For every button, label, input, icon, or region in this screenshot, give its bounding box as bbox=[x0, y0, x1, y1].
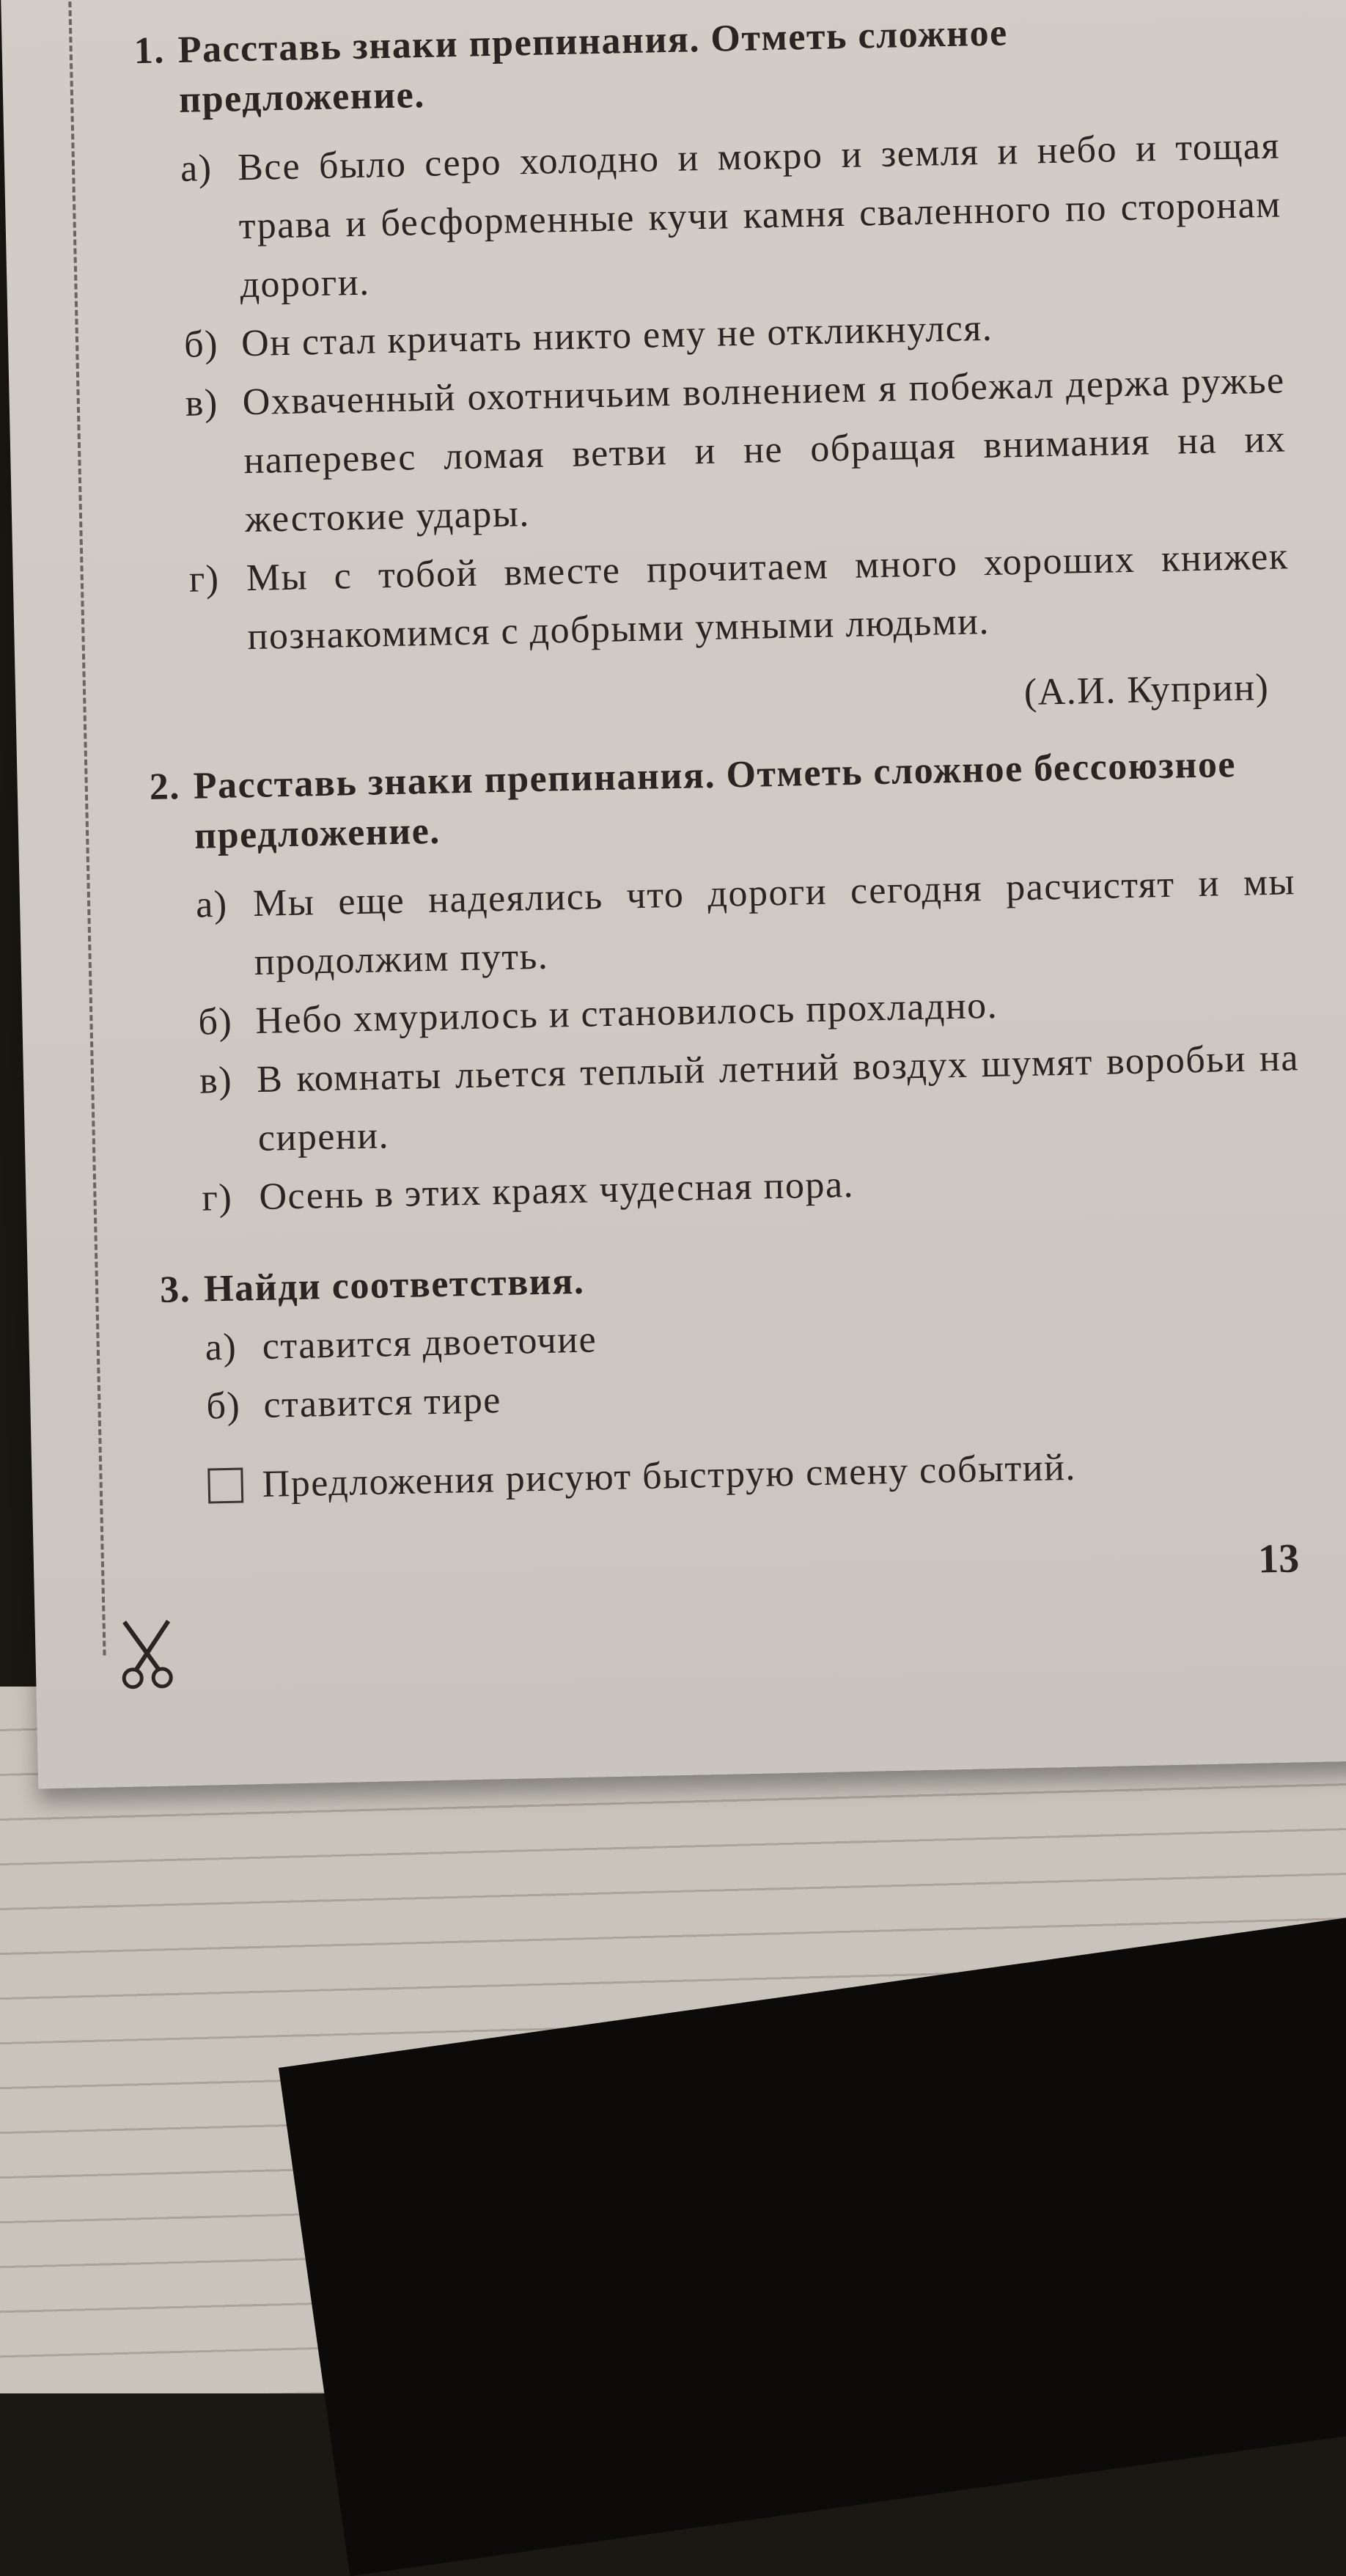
task-2 bbox=[149, 738, 1302, 1229]
item-letter: г) bbox=[188, 557, 221, 601]
matching-option bbox=[163, 1434, 1308, 1516]
cut-line bbox=[68, 0, 106, 1656]
item-letter: а) bbox=[180, 147, 213, 190]
item-text: Он стал кричать никто ему не откликнулся. bbox=[240, 307, 993, 365]
item-text: Охваченный охотничьим волнением я побежал держа ружье наперевес ломая ветви и не обращая внимания на их жестокие удары. bbox=[242, 359, 1287, 541]
item-letter: б) bbox=[183, 323, 219, 366]
task-1-heading bbox=[133, 3, 1279, 127]
item-text: Все было серо холодно и мокро и земля и небо и тощая трава и бесформенные кучи камня сваленного по сторонам дороги. bbox=[237, 125, 1282, 307]
task-1-items bbox=[136, 117, 1290, 669]
item-letter: а) bbox=[195, 883, 229, 926]
task-1-item-a bbox=[180, 117, 1283, 316]
item-text: Небо хмурилось и становилось прохладно. bbox=[254, 984, 999, 1043]
item-letter: б) bbox=[197, 1000, 233, 1043]
item-letter: б) bbox=[205, 1384, 241, 1428]
item-text: Мы еще надеялись что дороги сегодня расчистят и мы продолжим путь. bbox=[252, 861, 1296, 984]
task-2-heading bbox=[149, 738, 1295, 862]
option-text: Предложения рисуют быструю смену событий. bbox=[262, 1446, 1077, 1505]
task-3 bbox=[159, 1241, 1308, 1516]
item-letter: в) bbox=[199, 1059, 233, 1102]
item-letter: в) bbox=[185, 381, 219, 425]
item-letter: а) bbox=[205, 1326, 238, 1369]
task-2-item-v bbox=[199, 1029, 1301, 1169]
item-letter: г) bbox=[201, 1176, 233, 1219]
task-1 bbox=[133, 3, 1292, 741]
task-2-number: 2. bbox=[149, 766, 181, 808]
item-text: В комнаты льется теплый летний воздух шумят воробьи на сирени. bbox=[256, 1037, 1300, 1159]
answer-checkbox[interactable] bbox=[207, 1468, 243, 1504]
task-3-items bbox=[161, 1296, 1306, 1437]
exercise-content bbox=[133, 3, 1309, 1538]
item-text: ставится двоеточие bbox=[262, 1318, 597, 1368]
item-text: ставится тире bbox=[262, 1379, 502, 1426]
task-1-number: 1. bbox=[133, 29, 166, 73]
task-1-item-v bbox=[185, 351, 1288, 550]
scissors-icon bbox=[117, 1617, 177, 1692]
task-3-title: Найди соответствия. bbox=[203, 1260, 585, 1310]
task-1-item-g bbox=[188, 527, 1290, 667]
task-1-title: Расставь знаки препинания. Отметь сложное предложение. bbox=[177, 12, 1009, 121]
task-2-title: Расставь знаки препинания. Отметь сложное бессоюзное предложение. bbox=[193, 743, 1237, 857]
task-2-item-a bbox=[195, 853, 1297, 993]
task-2-items bbox=[151, 853, 1302, 1229]
item-text: Мы с тобой вместе прочитаем много хороших книжек познакомимся с добрыми умными людьми. bbox=[246, 535, 1290, 658]
page-number: 13 bbox=[1257, 1535, 1300, 1582]
task-3-number: 3. bbox=[159, 1268, 191, 1311]
author-attribution: (А.И. Куприн) bbox=[1023, 666, 1270, 713]
item-text: Осень в этих краях чудесная пора. bbox=[258, 1163, 855, 1218]
